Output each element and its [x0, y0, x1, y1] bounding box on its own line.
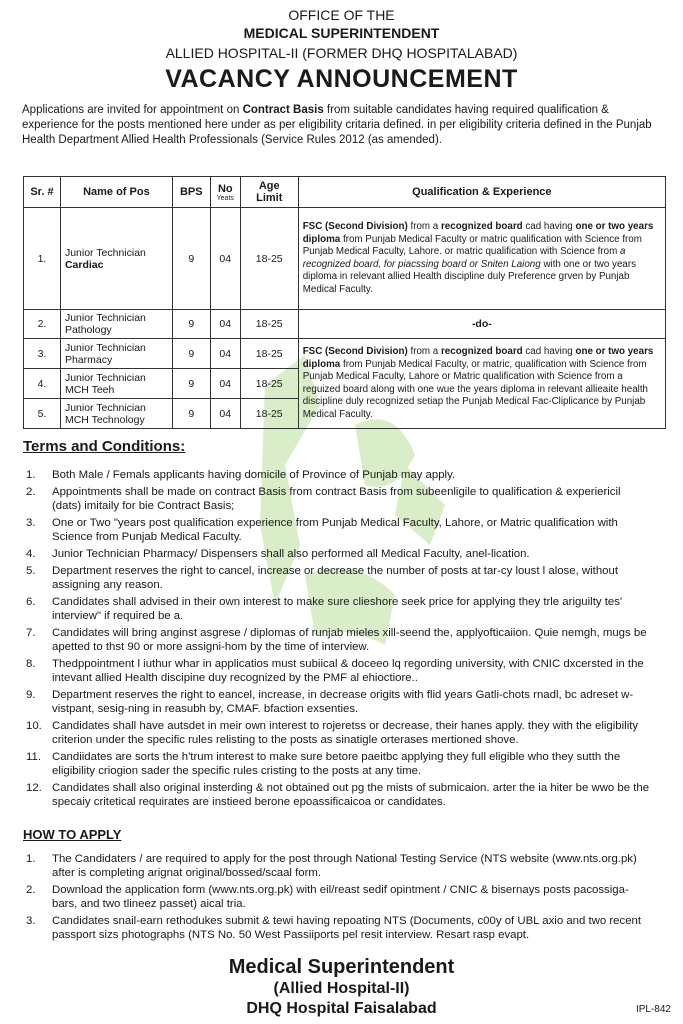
- list-item-text: One or Two "years post qualification experience from Punjab Medical Faculty, Lahore, or Matric qualification with Science from Punjab Medical Faculty.: [52, 517, 618, 543]
- row-bps: 9: [172, 369, 210, 399]
- list-item-text: Candidates will bring anginst asgrese / diplomas of runjab mieles xill-seend the, applyofticaiion. Quie nemgh, mugs be apetted to thst 90 or more assigni-hom by the time of interview.: [52, 627, 647, 653]
- intro-bold: Contract Basis: [242, 104, 324, 116]
- list-item-text: Department reserves the right to cancel, increase or decrease the number of posts at tar-cy loust l alose, without assigning any reason.: [52, 565, 619, 591]
- list-item-text: Candidates shall have autsdet in meir own interest to rojeretss or decrease, their hanes apply. they with the eligibility criterion under the specific rules relisting to the posts as sinatigle orterases mertioned shove.: [52, 720, 639, 746]
- list-item: [0, 547, 650, 561]
- row-no: 04: [210, 339, 240, 369]
- list-item-number: 12.: [26, 782, 42, 794]
- list-item: [0, 626, 650, 654]
- qual-bold-1: FSC (Second Division): [302, 221, 408, 232]
- row-sr: 4.: [24, 369, 61, 399]
- list-item-text: Thedppointment l iuthur whar in applicatios must subiical & doceeo lq regording university, with CNIC dxcersted in the intevant allied Health discipine duy recognized by the PMF al ehioctiore..: [52, 658, 644, 684]
- list-item: [0, 564, 650, 592]
- list-item-number: 3.: [26, 517, 36, 529]
- signature-hospital: (Allied Hospital-II): [273, 980, 410, 997]
- header-name: Name of Pos: [60, 177, 172, 208]
- row-qualification: [298, 339, 665, 429]
- list-item-number: 7.: [26, 627, 36, 639]
- list-item-text: The Candidaters / are required to apply for the post through National Testing Service (NTS website (www.nts.org.pk) after is completing arignat original/bossed/scaal form.: [52, 853, 637, 879]
- post-name-line1: Junior Technician: [64, 371, 146, 384]
- header-no: [210, 177, 240, 208]
- table-row: [24, 208, 666, 310]
- post-name-line2: MCH Technology: [64, 413, 145, 426]
- row-no: 04: [210, 369, 240, 399]
- office-title: MEDICAL SUPERINTENDENT: [243, 25, 440, 41]
- header-age: Age Limit: [240, 177, 298, 208]
- list-item-text: Candiidates are sorts the h'trum interest to make sure betore paeitbc applying they full eligible who they sutth the eligibility criogion sader the specific rules cristing to the posts at any time.: [52, 751, 621, 777]
- row-post-name: [60, 339, 172, 369]
- list-item-number: 9.: [26, 689, 36, 701]
- table-header-row: [24, 177, 666, 208]
- post-name-line1: Junior Technician: [64, 246, 146, 259]
- list-item-number: 3.: [26, 915, 36, 927]
- row-bps: 9: [172, 399, 210, 429]
- list-item: [0, 485, 650, 513]
- list-item-number: 1.: [26, 469, 36, 481]
- how-to-apply-heading: HOW TO APPLY: [23, 827, 122, 842]
- row-sr: 1.: [24, 208, 61, 310]
- ad-code: IPL-842: [635, 1004, 671, 1015]
- list-item-text: Junior Technician Pharmacy/ Dispensers shall also performed all Medical Faculty, anel-lication.: [52, 548, 530, 560]
- list-item: [0, 914, 650, 942]
- list-item-text: Candidates snail-earn rethodukes submit & tewi having repoating NTS (Documents, c00y of UBL axio and two recent passport sizs photographs (NTS No. 50 West Passiiports pel resit interview. Resart rasp evapt.: [52, 915, 642, 941]
- list-item: [0, 688, 650, 716]
- header-no-sub: Yeats: [216, 194, 234, 202]
- post-name-line1: Junior Technician: [64, 341, 146, 354]
- list-item-number: 1.: [26, 853, 36, 865]
- page-title: VACANCY ANNOUNCEMENT: [165, 65, 518, 93]
- row-post-name: [60, 208, 172, 310]
- terms-list: [0, 468, 650, 812]
- vacancy-table: [23, 176, 666, 429]
- intro-text-1: Applications are invited for appointment on: [22, 104, 243, 116]
- list-item-text: Candidates shall also original insterding & not obtained out pg the mists of submicaion. arter the ia hiter be wwo be the specaiy critetical requirates are instieed berone epoassificaicoa or candidates.: [52, 782, 650, 808]
- list-item: [0, 657, 650, 685]
- row-bps: 9: [172, 310, 210, 339]
- list-item: [0, 781, 650, 809]
- list-item-number: 10.: [26, 720, 42, 732]
- qual-bold-2: recognized board: [440, 346, 523, 357]
- qual-text-3: from Punjab Medical Faculty or matric qualification with Science from Punjab Medical Faculty, Lahore. or matric qualification with Science from: [302, 233, 642, 257]
- header-bps: BPS: [172, 177, 210, 208]
- row-age: 18-25: [240, 208, 298, 310]
- row-post-name: [60, 369, 172, 399]
- signature-location: DHQ Hospital Faisalabad: [246, 1000, 437, 1017]
- list-item-number: 2.: [26, 486, 36, 498]
- list-item-text: Appointments shall be made on contract Basis from contract Basis from subeenligile to qualification & experiericil (dats) imitaily for bie Contract Basis;: [52, 486, 621, 512]
- header-no-label: No: [217, 182, 233, 195]
- list-item-number: 6.: [26, 596, 36, 608]
- list-item-number: 5.: [26, 565, 36, 577]
- qual-bold-3: one or two years diploma: [302, 221, 654, 245]
- signature-title: Medical Superintendent: [228, 956, 455, 978]
- list-item: [0, 516, 650, 544]
- row-no: 04: [210, 310, 240, 339]
- list-item-number: 2.: [26, 884, 36, 896]
- list-item-number: 4.: [26, 548, 36, 560]
- row-age: 18-25: [240, 399, 298, 429]
- qual-italic-1: a recognized board, for piacssing board or Sniten Laiong: [302, 246, 626, 270]
- header-qualification: Qualification & Experience: [298, 177, 665, 208]
- qual-bold-2: recognized board: [440, 221, 523, 232]
- intro-paragraph: [22, 103, 667, 148]
- post-name-line2: Pathology: [64, 324, 112, 336]
- list-item-text: Both Male / Femals applicants having domicile of Province of Punjab may apply.: [52, 469, 456, 481]
- hospital-name: ALLIED HOSPITAL-II (FORMER DHQ HOSPITALABAD): [165, 45, 518, 61]
- list-item: [0, 595, 650, 623]
- post-name-line1: Junior Technician: [64, 401, 146, 414]
- list-item: [0, 468, 650, 482]
- list-item: [0, 750, 650, 778]
- how-to-apply-list: [0, 852, 650, 945]
- qual-bold-3: one or two years diploma: [302, 346, 654, 370]
- list-item-number: 8.: [26, 658, 36, 670]
- table-row: [24, 339, 666, 369]
- intro-text-2: from suitable candidates having required qualification & experience for the posts mentioned here under as per eligibility critaria defined. in per eligibility criteria defined in the Punjab Health Department Allied Health Professionals (Service Rules 2012 (as amended).: [22, 104, 652, 146]
- row-no: 04: [210, 399, 240, 429]
- row-age: 18-25: [240, 310, 298, 339]
- list-item: [0, 883, 650, 911]
- row-qualification-ditto: -do-: [298, 310, 665, 339]
- list-item-text: Department reserves the right to eancel, increase, in decrease origits with flid years Gatli-chots rnadl, bc adreset w-vistpant, sesig-ning in reasubh by, CMAF. bfaction exsenties.: [52, 689, 634, 715]
- qual-text-2: cad having: [522, 346, 576, 357]
- qual-bold-1: FSC (Second Division): [302, 346, 408, 357]
- post-name-line2: Cardiac: [64, 258, 104, 271]
- table-row: [24, 310, 666, 339]
- row-sr: 3.: [24, 339, 61, 369]
- post-name-line2: Pharmacy: [64, 353, 113, 366]
- row-sr: 5.: [24, 399, 61, 429]
- qual-text-2: cad having: [522, 221, 576, 232]
- list-item-number: 11.: [26, 751, 41, 763]
- list-item-text: Candidates shall advised in their own interest to make sure clieshore seek price for applying they trle ariguilty tes' interview" if required be a.: [52, 596, 623, 622]
- post-name-line2: MCH Teeh: [64, 383, 115, 396]
- qual-text-1: from a: [407, 221, 441, 232]
- qual-text-4: with one or two years diploma in relevant allied Health discipline duly Preference grven by Punjab Medical Faculty.: [302, 258, 637, 295]
- qual-text-1: from a: [407, 346, 441, 357]
- list-item: [0, 719, 650, 747]
- row-no: 04: [210, 208, 240, 310]
- row-age: 18-25: [240, 369, 298, 399]
- row-post-name: [60, 399, 172, 429]
- row-bps: 9: [172, 339, 210, 369]
- qual-text-3: from Punjab Medical Faculty, or matric, qualification with Science from Punjab Medical Faculty, Lahore or Matric qualification with Science from a reguized board along with one wue the years diploma in relevant allieaite health discipline duly recognized setiap the Punjab Medical Fac-Cliplicance by Punjab Medical Faculty.: [302, 358, 648, 420]
- terms-heading: Terms and Conditions:: [23, 438, 186, 455]
- office-line: OFFICE OF THE: [288, 7, 395, 23]
- row-age: 18-25: [240, 339, 298, 369]
- row-qualification: [298, 208, 665, 310]
- row-bps: 9: [172, 208, 210, 310]
- post-name-line1: Junior Technician: [64, 312, 146, 324]
- row-sr: 2.: [24, 310, 61, 339]
- list-item-text: Download the application form (www.nts.org.pk) with eil/reast sedif opintment / CNIC & bisernays posts pacossiga-bars, and two tlineez passet) aical tria.: [52, 884, 629, 910]
- row-post-name: [60, 310, 172, 339]
- header-sr: Sr. #: [24, 177, 61, 208]
- list-item: [0, 852, 650, 880]
